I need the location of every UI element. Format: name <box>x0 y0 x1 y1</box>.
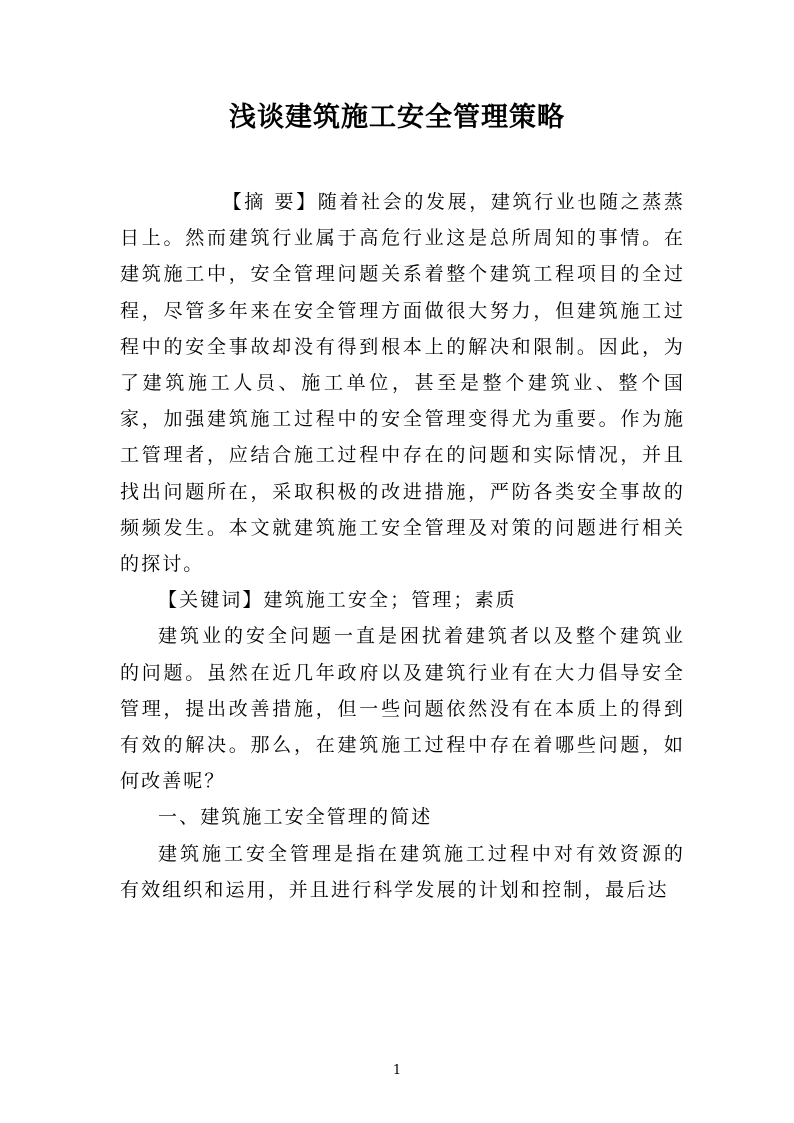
abstract-paragraph: 【摘 要】随着社会的发展，建筑行业也随之蒸蒸日上。然而建筑行业属于高危行业这是总所周知的事情。在建筑施工中，安全管理问题关系着整个建筑工程项目的全过程，尽管多年来在安全管理方面做很大努力，但建筑施工过程中的安全事故却没有得到根本上的解决和限制。因此，为了建筑施工人员、施工单位，甚至是整个建筑业、整个国家，加强建筑施工过程中的安全管理变得尤为重要。作为施工管理者，应结合施工过程中存在的问题和实际情况，并且找出问题所在，采取积极的改进措施，严防各类安全事故的频频发生。本文就建筑施工安全管理及对策的问题进行相关的探讨。 <box>120 191 685 576</box>
keywords-paragraph: 【关键词】建筑施工安全；管理；素质 <box>158 589 517 612</box>
section-heading: 一、建筑施工安全管理的简述 <box>158 806 433 829</box>
document-body <box>120 184 685 908</box>
document-title: 浅谈建筑施工安全管理策略 <box>229 102 565 133</box>
page-number: 1 <box>392 1063 402 1078</box>
intro-paragraph: 建筑业的安全问题一直是困扰着建筑者以及整个建筑业的问题。虽然在近几年政府以及建筑行业有在大力倡导安全管理，提出改善措施，但一些问题依然没有在本质上的得到有效的解决。那么，在建筑施工过程中存在着哪些问题，如何改善呢？ <box>120 625 685 793</box>
section-paragraph: 建筑施工安全管理是指在建筑施工过程中对有效资源的有效组织和运用，并且进行科学发展的计划和控制，最后达 <box>120 842 685 901</box>
